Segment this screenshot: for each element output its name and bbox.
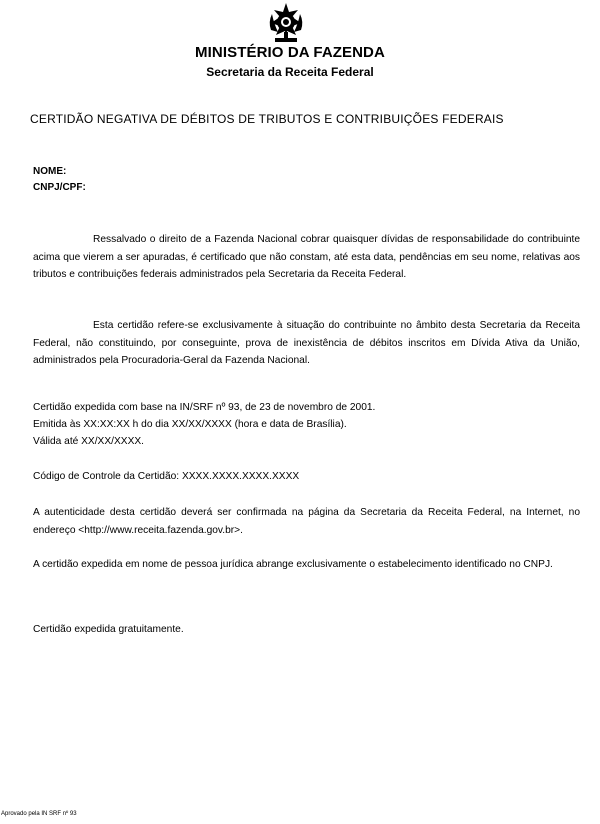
brazil-coat-of-arms-icon (265, 2, 307, 44)
paragraph-ressalvado: Ressalvado o direito de a Fazenda Nacional cobrar quaisquer dívidas de responsabilidade do contribuinte acima que vierem a ser apuradas, é certificado que não constam, até esta data, pendências em seu nome, relativas aos tributos e contribuições federais administrados pela Secretaria da Receita Federal. (33, 234, 580, 280)
paragraph-esta-certidao: Esta certidão refere-se exclusivamente à situação do contribuinte no âmbito desta Secretaria da Receita Federal, não constituindo, por conseguinte, prova de inexistência de débitos inscritos em Dívida Ativa da União, administrados pela Procuradoria-Geral da Fazenda Nacional. (33, 320, 580, 366)
cnpj-cpf-label: CNPJ/CPF: (33, 182, 86, 193)
issuance-emitida: Emitida às XX:XX:XX h do dia XX/XX/XXXX (hora e data de Brasília). (33, 419, 347, 430)
pessoa-juridica-note: A certidão expedida em nome de pessoa jurídica abrange exclusivamente o estabelecimento identificado no CNPJ. (33, 559, 553, 570)
issuance-valida: Válida até XX/XX/XXXX. (33, 436, 144, 447)
control-code: Código de Controle da Certidão: XXXX.XXXX.XXXX.XXXX (33, 471, 300, 482)
nome-label: NOME: (33, 166, 67, 177)
secretaria-subtitle: Secretaria da Receita Federal (206, 65, 374, 79)
footer-approval: Aprovado pela IN SRF nº 93 (1, 811, 77, 817)
issuance-base: Certidão expedida com base na IN/SRF nº 93, de 23 de novembro de 2001. (33, 402, 376, 413)
certificate-title: CERTIDÃO NEGATIVA DE DÉBITOS DE TRIBUTOS E CONTRIBUIÇÕES FEDERAIS (30, 112, 504, 126)
gratuita-note: Certidão expedida gratuitamente. (33, 624, 184, 635)
authenticity-note: A autenticidade desta certidão deverá ser confirmada na página da Secretaria da Receita Federal, na Internet, no endereço <http://www.receita.fazenda.gov.br>. (33, 507, 580, 536)
ministry-title: MINISTÉRIO DA FAZENDA (195, 44, 385, 61)
